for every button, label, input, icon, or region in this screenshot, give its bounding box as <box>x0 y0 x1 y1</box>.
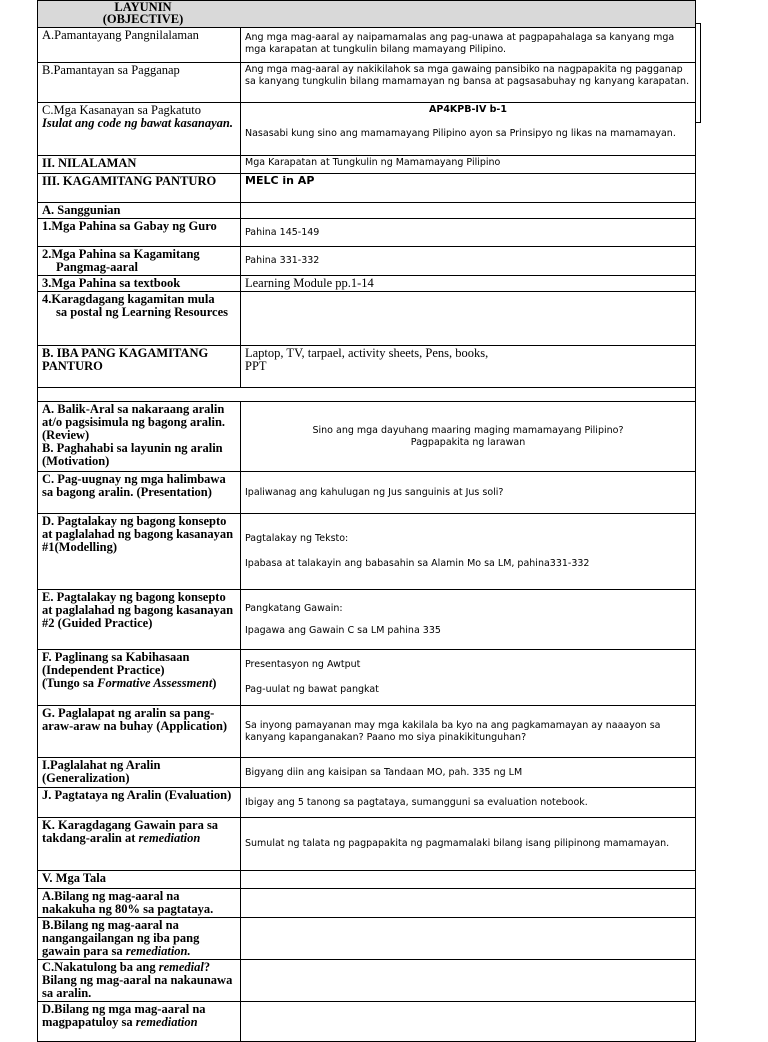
row-paglalapat <box>38 706 696 758</box>
lesson-plan-table <box>37 0 696 1042</box>
value-line2: Ipagawa ang Gawain C sa LM pahina 335 <box>245 624 441 636</box>
row-pamantayan-sa-pagganap <box>38 63 696 103</box>
value-line1: Laptop, TV, tarpael, activity sheets, Pens, books, <box>245 346 489 360</box>
row-kagamitang-pangmag-aaral <box>38 247 696 276</box>
label-cell: G. Paglalapat ng aralin sa pang-araw-araw na buhay (Application) <box>38 706 241 758</box>
value-cell <box>241 292 696 346</box>
label-line2: Pangmag-aaral <box>56 260 138 274</box>
side-border-tick-top <box>695 23 701 24</box>
row-bilang-80 <box>38 889 696 918</box>
label-cell: 1.Mga Pahina sa Gabay ng Guro <box>38 219 241 247</box>
label-cell <box>38 247 241 276</box>
label-cell: III. KAGAMITANG PANTURO <box>38 174 241 203</box>
row-kagamitang-panturo <box>38 174 696 203</box>
value-line2: Pagpapakita ng larawan <box>410 436 526 448</box>
kasanayan-label: C.Mga Kasanayan sa Pagkatuto <box>42 103 201 117</box>
label-line1: 2.Mga Pahina sa Kagamitang <box>42 247 200 261</box>
row-pagtataya <box>38 788 696 818</box>
label-cell <box>38 292 241 346</box>
label-cell: A.Pamantayang Pangnilalaman <box>38 28 241 63</box>
label-line1: 4.Karagdagang kagamitan mula <box>42 292 215 306</box>
label-cell: A.Bilang ng mag-aaral na nakakuha ng 80% sa pagtataya. <box>38 889 241 918</box>
value-cell: MELC in AP <box>241 174 696 203</box>
header-line1: LAYUNIN <box>114 0 172 14</box>
value-cell <box>241 346 696 388</box>
value-line2: Pag-uulat ng bawat pangkat <box>245 684 379 695</box>
value-line1: Sino ang mga dayuhang maaring maging mamamayang Pilipino? <box>312 424 624 436</box>
value-cell: Sa inyong pamayanan may mga kakilala ba kyo na ang pagkamamayan ay naaayon sa kanyang kapanganakan? Paano mo siya pinakikitunguhan? <box>241 706 696 758</box>
competency-code: AP4KPB-IV b-1 <box>429 104 507 115</box>
label-cell: C.Nakatulong ba ang remedial? Bilang ng mag-aaral na nakaunawa sa aralin. <box>38 960 241 1002</box>
row-gabay-ng-guro <box>38 219 696 247</box>
label-cell: 3.Mga Pahina sa textbook <box>38 276 241 292</box>
competency-text: Nasasabi kung sino ang mamamayang Pilipino ayon sa Prinsipyo ng likas na mamamayan. <box>245 128 676 139</box>
label-cell: B.Bilang ng mag-aaral na nangangailangan ng iba pang gawain para sa remediation. <box>38 918 241 960</box>
value-cell: Bigyang diin ang kaisipan sa Tandaan MO, pah. 335 ng LM <box>241 758 696 788</box>
label-cell: D. Pagtalakay ng bagong konsepto at paglalahad ng bagong kasanayan #1(Modelling) <box>38 514 241 590</box>
side-border-line <box>700 23 701 123</box>
value-cell <box>241 1002 696 1042</box>
value-cell: Ibigay ang 5 tanong sa pagtataya, sumangguni sa evaluation notebook. <box>241 788 696 818</box>
row-nilalaman <box>38 156 696 174</box>
row-balik-aral <box>38 402 696 472</box>
value-line1: Pangkatang Gawain: <box>245 602 343 614</box>
kasanayan-label-note: Isulat ang code ng bawat kasanayan. <box>42 116 234 130</box>
value-cell <box>241 203 696 219</box>
header-line2: (OBJECTIVE) <box>102 12 184 26</box>
objective-header <box>38 1 696 28</box>
value-line1: Pagtalakay ng Teksto: <box>245 533 349 544</box>
paglinang-tungo: (Tungo sa Formative Assessment) <box>42 676 217 690</box>
label-cell: II. NILALAMAN <box>38 156 241 174</box>
label-cell: A. Sanggunian <box>38 203 241 219</box>
row-spacer <box>38 388 696 402</box>
value-cell <box>241 103 696 156</box>
row-pagtalakay-1 <box>38 514 696 590</box>
value-cell <box>241 402 696 472</box>
objective-header-row <box>38 1 696 28</box>
row-karagdagang-kagamitan <box>38 292 696 346</box>
row-pag-uugnay <box>38 472 696 514</box>
label-cell: J. Pagtataya ng Aralin (Evaluation) <box>38 788 241 818</box>
row-bilang-iba-pang <box>38 918 696 960</box>
label-cell: I.Paglalahat ng Aralin (Generalization) <box>38 758 241 788</box>
label-cell <box>38 402 241 472</box>
value-cell: Ang mga mag-aaral ay nakikilahok sa mga gawaing pansibiko na nagpapakita ng pagganap sa kanyang tungkulin bilang mamamayan ng bansa at pagsasabuhay ng kanyang karapatan. <box>241 63 696 103</box>
value-cell: Learning Module pp.1-14 <box>241 276 696 292</box>
value-cell: Mga Karapatan at Tungkulin ng Mamamayang Pilipino <box>241 156 696 174</box>
label-cell: K. Karagdagang Gawain para sa takdang-aralin at remediation <box>38 818 241 871</box>
value-line1: Presentasyon ng Awtput <box>245 659 361 670</box>
spacer-cell <box>38 388 696 402</box>
value-cell <box>241 889 696 918</box>
row-nakatulong <box>38 960 696 1002</box>
label-line2: sa postal ng Learning Resources <box>56 305 229 319</box>
label-cell <box>38 103 241 156</box>
row-iba-pang-kagamitan <box>38 346 696 388</box>
row-pamantayang-pangnilalaman <box>38 28 696 63</box>
label-cell: B.Pamantayan sa Pagganap <box>38 63 241 103</box>
balik-aral-label: A. Balik-Aral sa nakaraang aralin at/o pagsisimula ng bagong aralin.(Review) <box>42 402 226 442</box>
label-cell: E. Pagtalakay ng bagong konsepto at paglalahad ng bagong kasanayan #2 (Guided Practice) <box>38 590 241 650</box>
label-cell: V. Mga Tala <box>38 871 241 889</box>
value-cell <box>241 590 696 650</box>
value-cell <box>241 871 696 889</box>
row-paglinang <box>38 650 696 706</box>
row-mga-tala <box>38 871 696 889</box>
value-cell: Ipaliwanag ang kahulugan ng Jus sanguinis at Jus soli? <box>241 472 696 514</box>
row-textbook <box>38 276 696 292</box>
label-cell <box>38 650 241 706</box>
lesson-plan-sheet <box>37 0 695 1029</box>
value-line2: PPT <box>245 359 267 373</box>
row-sanggunian <box>38 203 696 219</box>
row-paglalahat <box>38 758 696 788</box>
row-magpapatuloy <box>38 1002 696 1042</box>
label-cell: D.Bilang ng mga mag-aaral na magpapatuloy sa remediation <box>38 1002 241 1042</box>
value-cell: Pahina 145-149 <box>241 219 696 247</box>
value-cell <box>241 960 696 1002</box>
row-pagtalakay-2 <box>38 590 696 650</box>
row-kasanayan <box>38 103 696 156</box>
value-cell: Ang mga mag-aaral ay naipamamalas ang pag-unawa at pagpapahalaga sa kanyang mga mga karapatan at tungkulin bilang mamayang Pilipino. <box>241 28 696 63</box>
paglinang-label: F. Paglinang sa Kabihasaan (Independent Practice) <box>42 650 190 677</box>
value-line2: Ipabasa at talakayin ang babasahin sa Alamin Mo sa LM, pahina331-332 <box>245 558 590 569</box>
value-cell: Pahina 331-332 <box>241 247 696 276</box>
value-cell <box>241 514 696 590</box>
label-cell: C. Pag-uugnay ng mga halimbawa sa bagong aralin. (Presentation) <box>38 472 241 514</box>
side-border-tick-bottom <box>695 122 701 123</box>
paghahabi-label: B. Paghahabi sa layunin ng aralin (Motivation) <box>42 441 223 468</box>
label-cell: B. IBA PANG KAGAMITANG PANTURO <box>38 346 241 388</box>
value-cell <box>241 918 696 960</box>
value-cell: Sumulat ng talata ng pagpapakita ng pagmamalaki bilang isang pilipinong mamamayan. <box>241 818 696 871</box>
value-cell <box>241 650 696 706</box>
row-karagdagang-gawain <box>38 818 696 871</box>
